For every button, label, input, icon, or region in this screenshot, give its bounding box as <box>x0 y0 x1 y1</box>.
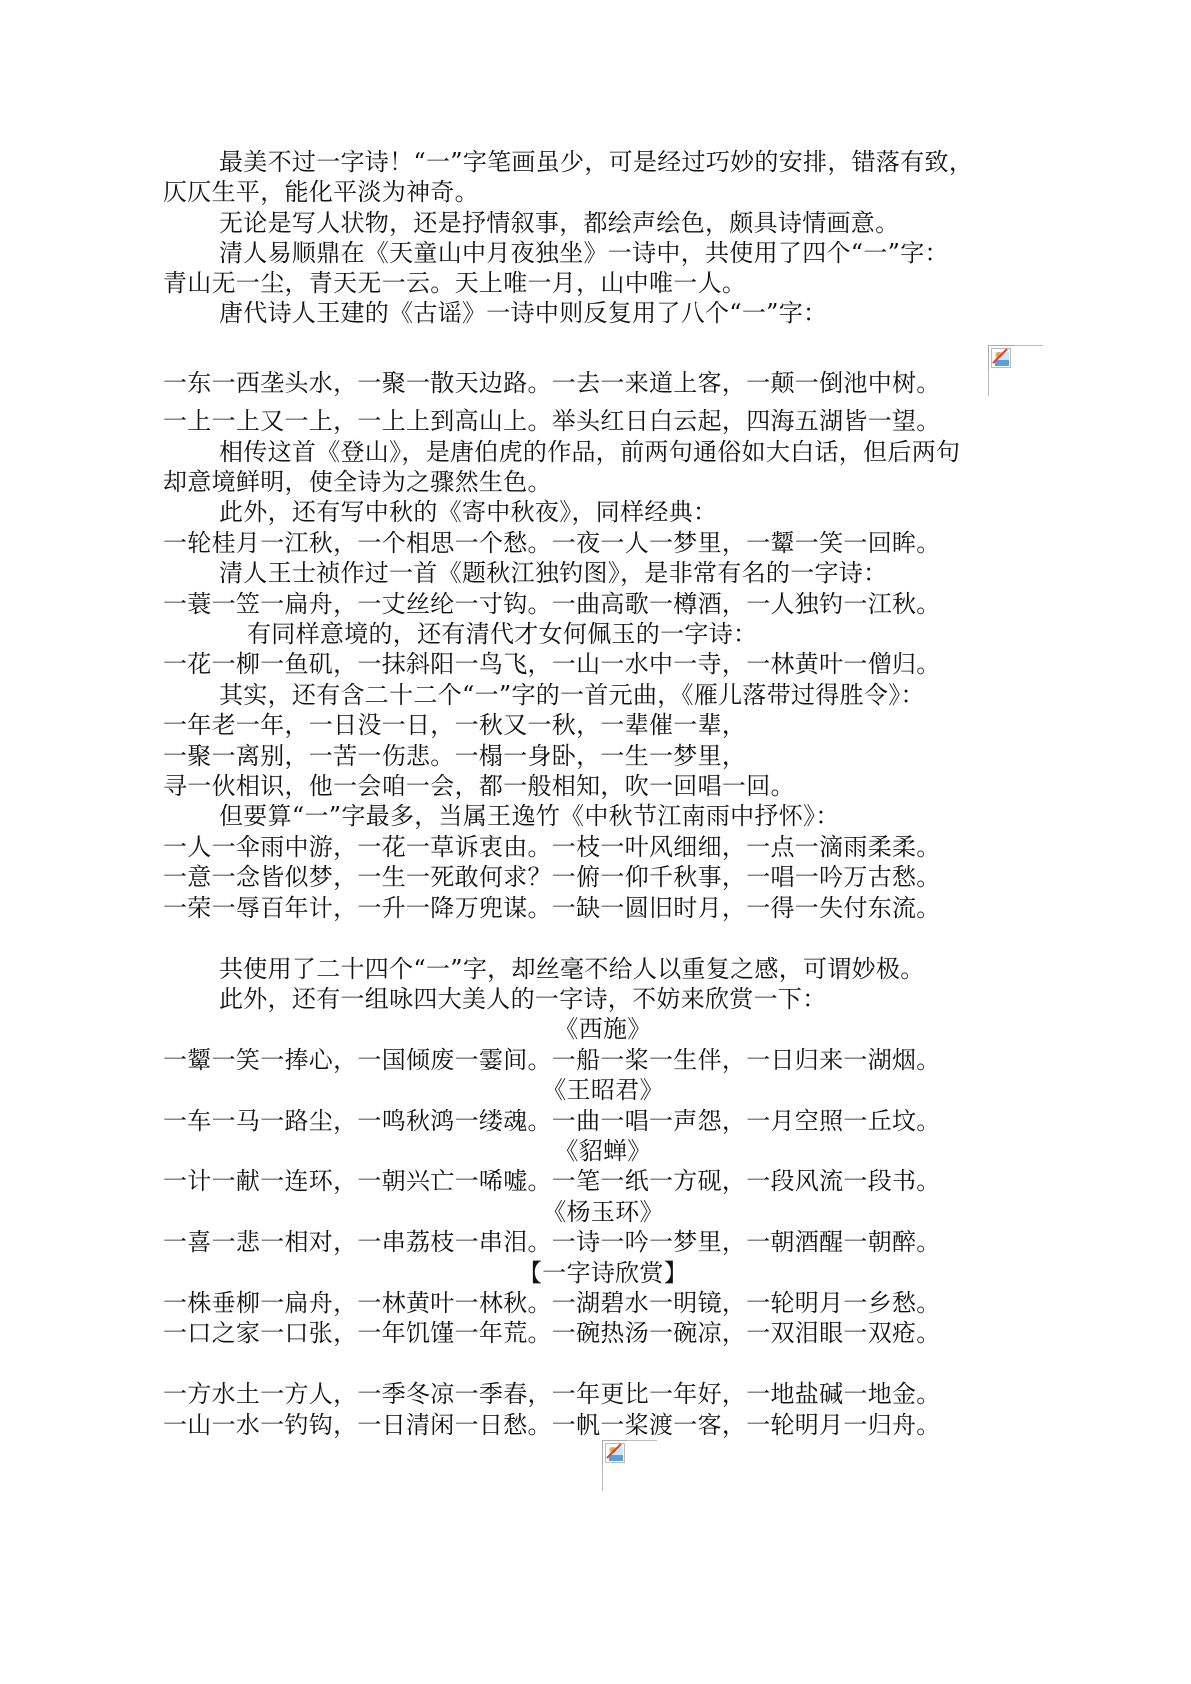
poem-line: 寻一伙相识，他一会咱一会，都一般相知，吹一回唱一回。 <box>163 772 795 800</box>
poem-line: 一花一柳一鱼矶，一抹斜阳一鸟飞，一山一水中一寺，一林黄叶一僧归。 <box>163 650 941 678</box>
paragraph-line: 最美不过一字诗！“一”字笔画虽少，可是经过巧妙的安排，错落有致， <box>219 148 974 176</box>
paragraph-line: 有同样意境的，还有清代才女何佩玉的一字诗： <box>247 620 758 648</box>
poem-line: 一年老一年，一日没一日，一秋又一秋，一辈催一辈， <box>163 711 747 739</box>
paragraph-line: 此外，还有一组咏四大美人的一字诗，不妨来欣赏一下： <box>219 985 827 1013</box>
poem-line: 一上一上又一上，一上上到高山上。举头红日白云起，四海五湖皆一望。 <box>163 407 941 435</box>
paragraph-line: 其实，还有含二十二个“一”字的一首元曲，《雁儿落带过得胜令》： <box>219 681 925 709</box>
poem-line: 一口之家一口张，一年饥馑一年荒。一碗热汤一碗凉，一双泪眼一双疮。 <box>163 1319 941 1347</box>
poem-title: 《杨玉环》 <box>542 1198 664 1226</box>
paragraph-line: 无论是写人状物，还是抒情叙事，都绘声绘色，颇具诗情画意。 <box>219 209 900 237</box>
paragraph-line: 清人王士祯作过一首《题秋江独钓图》，是非常有名的一字诗： <box>219 559 888 587</box>
paragraph-line: 此外，还有写中秋的《寄中秋夜》，同样经典： <box>219 498 718 526</box>
paragraph-line: 仄仄生平，能化平淡为神奇。 <box>163 178 479 206</box>
poem-line: 一株垂柳一扁舟，一林黄叶一林秋。一湖碧水一明镜，一轮明月一乡愁。 <box>163 1289 941 1317</box>
poem-line: 一意一念皆似梦，一生一死敢何求？一俯一仰千秋事，一唱一吟万古愁。 <box>163 863 941 891</box>
paragraph-line: 但要算“一”字最多，当属王逸竹《中秋节江南雨中抒怀》： <box>219 802 840 830</box>
poem-line: 一轮桂月一江秋，一个相思一个愁。一夜一人一梦里，一颦一笑一回眸。 <box>163 529 941 557</box>
poem-line: 一喜一悲一相对，一串荔枝一串泪。一诗一吟一梦里，一朝酒醒一朝醉。 <box>163 1228 941 1256</box>
poem-line: 一计一献一连环，一朝兴亡一唏嘘。一笔一纸一方砚，一段风流一段书。 <box>163 1167 941 1195</box>
paragraph-line: 唐代诗人王建的《古谣》一诗中则反复用了八个“一”字： <box>219 299 828 327</box>
poem-title: 《貂蝉》 <box>554 1137 652 1165</box>
poem-line: 一荣一辱百年计，一升一降万兜谋。一缺一圆旧时月，一得一失付东流。 <box>163 894 941 922</box>
poem-line: 一颦一笑一捧心，一国倾废一霎间。一船一桨一生伴，一日归来一湖烟。 <box>163 1046 941 1074</box>
poem-line: 青山无一尘，青天无一云。天上唯一月，山中唯一人。 <box>163 269 747 297</box>
poem-line: 一聚一离别，一苦一伤悲。一榻一身卧，一生一梦里， <box>163 742 747 770</box>
poem-line: 一东一西垄头水，一聚一散天边路。一去一来道上客，一颠一倒池中树。 <box>163 369 941 397</box>
poem-title: 《西施》 <box>554 1015 652 1043</box>
paragraph-line: 清人易顺鼎在《天童山中月夜独坐》一诗中，共使用了四个“一”字： <box>219 239 949 267</box>
poem-line: 一山一水一钓钩，一日清闲一日愁。一帆一桨渡一客，一轮明月一归舟。 <box>163 1411 941 1439</box>
poem-line: 一方水土一方人，一季冬凉一季春，一年更比一年好，一地盐碱一地金。 <box>163 1380 941 1408</box>
poem-line: 一人一伞雨中游，一花一草诉衷由。一枝一叶风细细，一点一滴雨柔柔。 <box>163 833 941 861</box>
poem-title: 《王昭君》 <box>542 1076 664 1104</box>
poem-line: 一车一马一路尘，一鸣秋鸿一缕魂。一曲一唱一声怨，一月空照一丘坟。 <box>163 1107 941 1135</box>
paragraph-line: 却意境鲜明，使全诗为之骤然生色。 <box>163 468 552 496</box>
section-heading: 【一字诗欣赏】 <box>517 1259 689 1287</box>
paragraph-line: 相传这首《登山》，是唐伯虎的作品，前两句通俗如大白话，但后两句 <box>219 438 961 466</box>
broken-image-icon <box>602 1440 627 1465</box>
paragraph-line: 共使用了二十四个“一”字，却丝毫不给人以重复之感，可谓妙极。 <box>219 955 925 983</box>
poem-line: 一蓑一笠一扁舟，一丈丝纶一寸钩。一曲高歌一樽酒，一人独钓一江秋。 <box>163 590 941 618</box>
